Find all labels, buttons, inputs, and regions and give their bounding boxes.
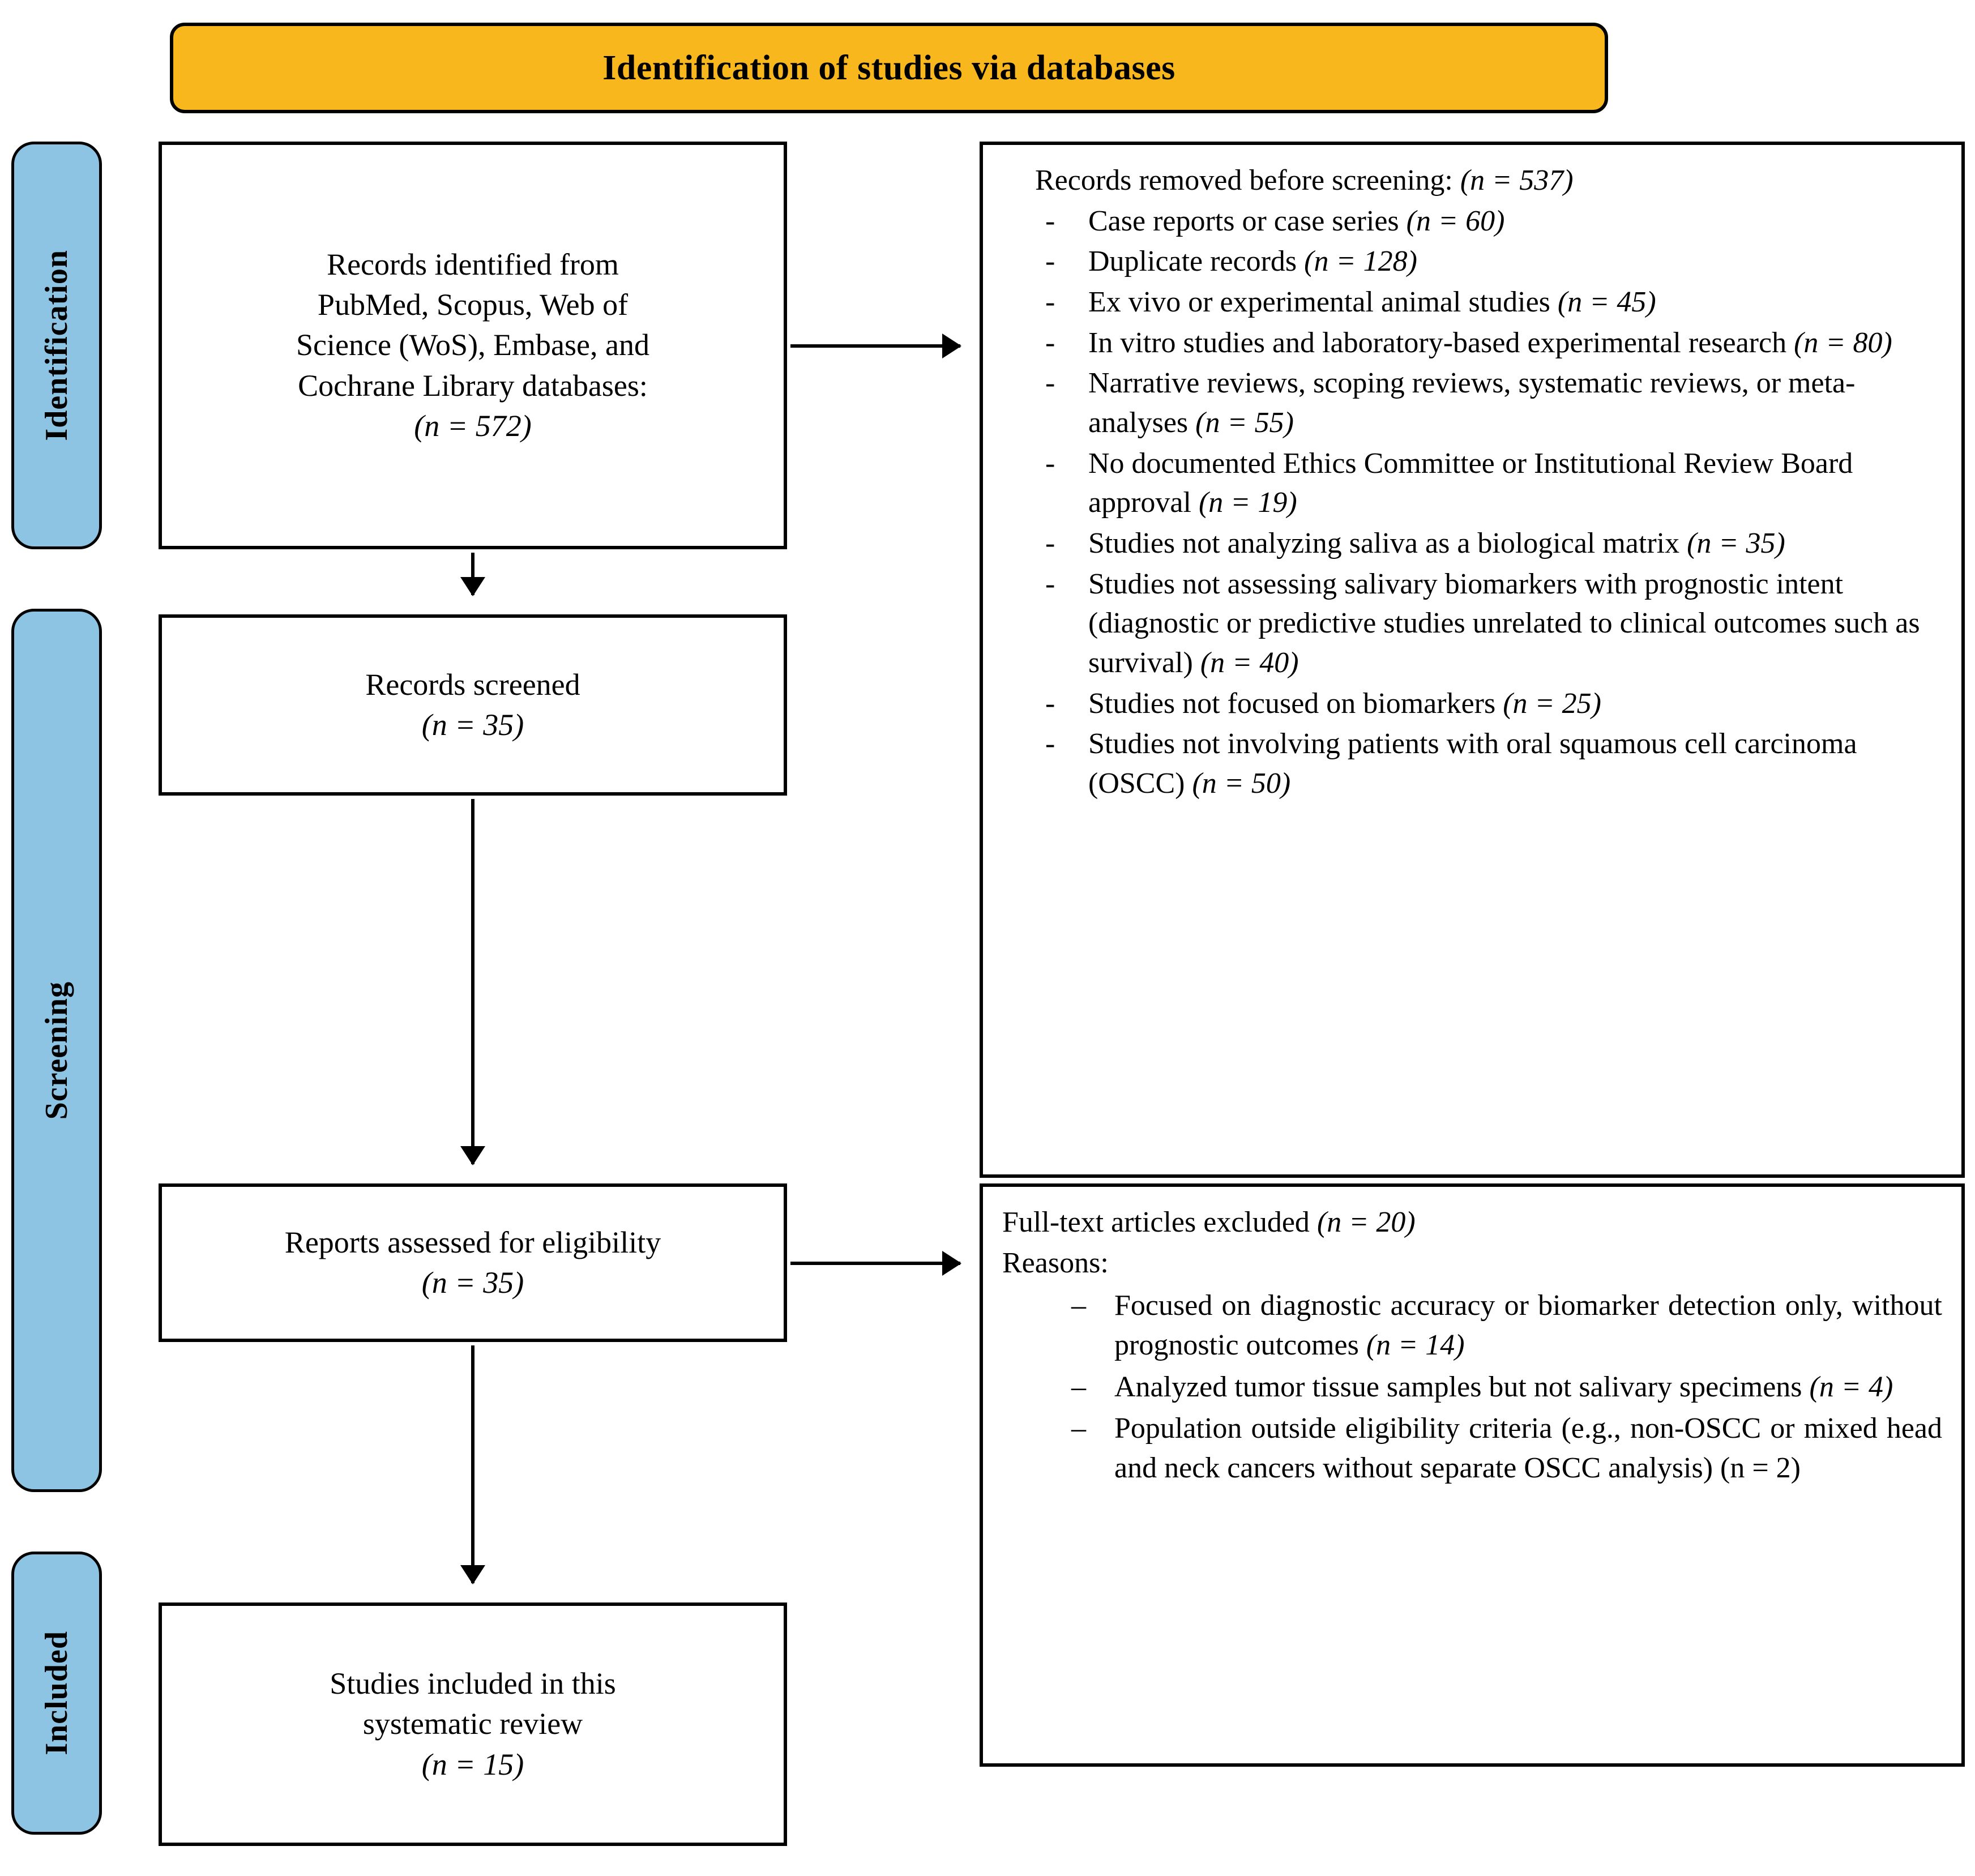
list-item [1002,724,1942,803]
box-records-removed [980,142,1965,1178]
list-item-text: In vitro studies and laboratory-based experimental research [1088,326,1794,359]
records-identified-line1: Records identified from [327,247,619,281]
box-reports-assessed-eligibility [159,1183,787,1342]
list-bullet: - [1045,527,1055,560]
list-item-count: (n = 55) [1195,407,1294,439]
list-bullet: - [1045,367,1055,400]
list-bullet: - [1045,204,1055,237]
list-bullet: – [1071,1289,1086,1322]
stage-label-identification-text: Identification [39,250,74,441]
fulltext-excluded-title [1002,1203,1942,1242]
fulltext-excluded-list [1002,1286,1942,1488]
records-removed-content [1002,161,1942,804]
box-records-screened [159,614,787,796]
list-item-text: Studies not analyzing saliva as a biological matrix [1088,527,1687,560]
fulltext-excluded-title-text: Full-text articles excluded [1002,1206,1317,1238]
box-records-identified [159,142,787,549]
list-item [1002,1286,1942,1365]
list-item-count: (n = 128) [1304,245,1417,278]
list-item-text: Analyzed tumor tissue samples but not salivary specimens [1114,1370,1810,1403]
list-item-text: No documented Ethics Committee or Institutional Review Board approval [1088,447,1853,519]
box-records-screened-content [365,665,580,746]
list-item-text: Narrative reviews, scoping reviews, systematic reviews, or meta-analyses [1088,367,1856,439]
records-identified-line2: PubMed, Scopus, Web of [317,288,629,322]
list-item-count: (n = 50) [1192,767,1291,800]
list-bullet: - [1045,326,1055,359]
list-bullet: - [1045,728,1055,760]
list-item-text: Studies not assessing salivary biomarkers with prognostic intent (diagnostic or predictive studies unrelated to clinical outcomes such as survival) [1088,567,1920,680]
list-item-count: (n = 45) [1557,286,1656,319]
list-item [1002,1368,1942,1407]
box-studies-included-content [330,1664,616,1785]
page-title: Identification of studies via databases [602,48,1175,87]
list-item-count: (n = 19) [1198,486,1297,519]
fulltext-excluded-content [1002,1203,1942,1488]
list-item [1002,323,1942,363]
list-item [1002,1409,1942,1488]
list-item-text: Population outside eligibility criteria (e.g., non-OSCC or mixed head and neck cancers without separate OSCC analysis) (n = 2) [1114,1412,1942,1485]
records-identified-line4: Cochrane Library databases: [298,368,648,403]
list-item-text: Studies not focused on biomarkers [1088,687,1503,720]
studies-included-line2: systematic review [362,1707,583,1741]
list-bullet: - [1045,245,1055,278]
list-item-count: (n = 4) [1809,1370,1893,1403]
list-item [1002,684,1942,724]
list-bullet: - [1045,447,1055,480]
list-item-text: Studies not involving patients with oral squamous cell carcinoma (OSCC) [1088,728,1857,800]
records-removed-list [1002,202,1942,804]
box-studies-included [159,1602,787,1846]
arrow-eligibility-to-excluded [790,1262,960,1265]
records-removed-title-text: Records removed before screening: [1035,164,1460,196]
box-records-identified-content [296,245,649,446]
list-item [1002,283,1942,322]
arrow-identified-to-screened [471,553,474,595]
list-item-count: (n = 14) [1366,1329,1465,1362]
arrow-screened-to-eligibility [471,799,474,1164]
stage-label-screening-text: Screening [39,981,74,1120]
records-identified-line3: Science (WoS), Embase, and [296,328,649,362]
fulltext-excluded-title-count: (n = 20) [1316,1206,1416,1238]
diagram-header-banner [170,23,1608,113]
records-removed-title [1002,161,1942,200]
list-bullet: – [1071,1412,1086,1445]
list-item [1002,524,1942,563]
records-removed-title-count: (n = 537) [1460,164,1574,196]
stage-label-identification [11,142,102,549]
list-item [1002,565,1942,683]
list-bullet: - [1045,286,1055,319]
list-item-count: (n = 25) [1503,687,1601,720]
list-item [1002,242,1942,281]
list-bullet: - [1045,687,1055,720]
list-item-text: Focused on diagnostic accuracy or biomarker detection only, without prognostic outcomes [1114,1289,1942,1362]
list-item-count: (n = 35) [1687,527,1785,560]
studies-included-line1: Studies included in this [330,1666,616,1701]
arrow-eligibility-to-included [471,1345,474,1583]
reports-assessed-count: (n = 35) [421,1266,524,1300]
box-reports-assessed-content [285,1223,661,1304]
records-identified-count: (n = 572) [414,408,532,443]
list-item [1002,202,1942,241]
records-screened-count: (n = 35) [421,708,524,742]
stage-label-included [11,1552,102,1835]
list-item-count: (n = 80) [1794,326,1892,359]
list-item-text: Duplicate records [1088,245,1305,278]
arrow-identified-to-removed [790,344,960,348]
stage-label-screening [11,609,102,1492]
list-item-count: (n = 40) [1200,647,1299,680]
list-item-count: (n = 60) [1406,204,1505,237]
list-item-text: Case reports or case series [1088,204,1407,237]
box-fulltext-excluded [980,1183,1965,1767]
fulltext-excluded-reasons-label: Reasons: [1002,1246,1109,1279]
list-bullet: - [1045,567,1055,600]
list-item [1002,444,1942,523]
reports-assessed-line1: Reports assessed for eligibility [284,1225,661,1259]
list-item [1002,364,1942,442]
studies-included-count: (n = 15) [421,1747,524,1781]
list-bullet: – [1071,1370,1086,1403]
stage-label-included-text: Included [39,1631,74,1755]
records-screened-line1: Records screened [365,667,580,702]
list-item-text: Ex vivo or experimental animal studies [1088,286,1558,319]
